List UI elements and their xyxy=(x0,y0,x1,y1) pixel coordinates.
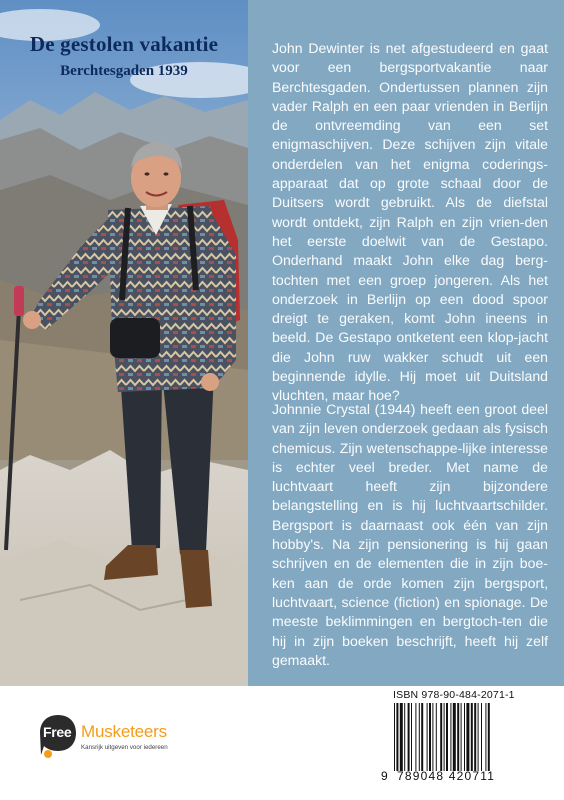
barcode-lead-digit: 9 xyxy=(381,769,388,783)
book-subtitle: Berchtesgaden 1939 xyxy=(60,63,188,79)
barcode-number: 789048 420711 xyxy=(397,769,496,783)
book-title: De gestolen vakantie xyxy=(29,32,219,56)
mountaineer-photo xyxy=(0,0,248,686)
publisher-logo xyxy=(38,713,208,773)
cover-photo xyxy=(0,0,248,686)
blurb-panel xyxy=(248,0,564,686)
synopsis-paragraph: John Dewinter is net afgestudeerd en gaat voor een bergsportvakantie naar Berchtesgaden. Ondertussen plannen zijn vader Ralph en een paar vrienden in Berlijn de ontvreemding van een set enigmaschijven. Deze schijven zijn vitale onderdelen van het enigma coderings-apparaat dat op grote schaal door de Duitsers wordt gebruikt. Als de diefstal wordt ontdekt, zijn Ralph en zijn vrien-den het eerste doelwit van de Gestapo. Onderhand maakt John elke dag berg-tochten met een groep jongeren. Als het onderzoek in Berlijn op een dood spoor dreigt te geraken, komt John ineens in beeld. De Gestapo ontketent een klop-jacht die John ruw wakker schudt uit een beginnende idylle. Hij moet uit Duitsland vluchten, maar hoe? xyxy=(272,40,548,404)
logo-musketeers-text: Musketeers xyxy=(81,722,167,741)
barcode-icon xyxy=(392,703,524,771)
logo-free-text: Free xyxy=(43,724,72,740)
publisher-tagline: Kansrijk uitgeven voor iedereen xyxy=(81,744,168,751)
author-bio-paragraph: Johnnie Crystal (1944) heeft een groot deel van zijn leven onderzoek gedaan als fysisch chemicus. Zijn wetenschappe-lijke interesse is echter veel breder. Met name de luchtvaart heeft zijn bijzondere belangstelling en is hij luchtvaartschilder. Bergsport is daarnaast ook één van zijn hobby's. Na zijn pensionering is hij gaan schrijven en de elementen die in zijn boe-ken aan de orde komen zijn bergsport, luchtvaart, science (fiction) en spionage. De meeste beklimmingen en bergtoch-ten die hij in zijn boeken beschrijft, heeft hij zelf gemaakt. xyxy=(272,401,548,668)
isbn-label: ISBN 978-90-484-2071-1 xyxy=(393,689,515,701)
